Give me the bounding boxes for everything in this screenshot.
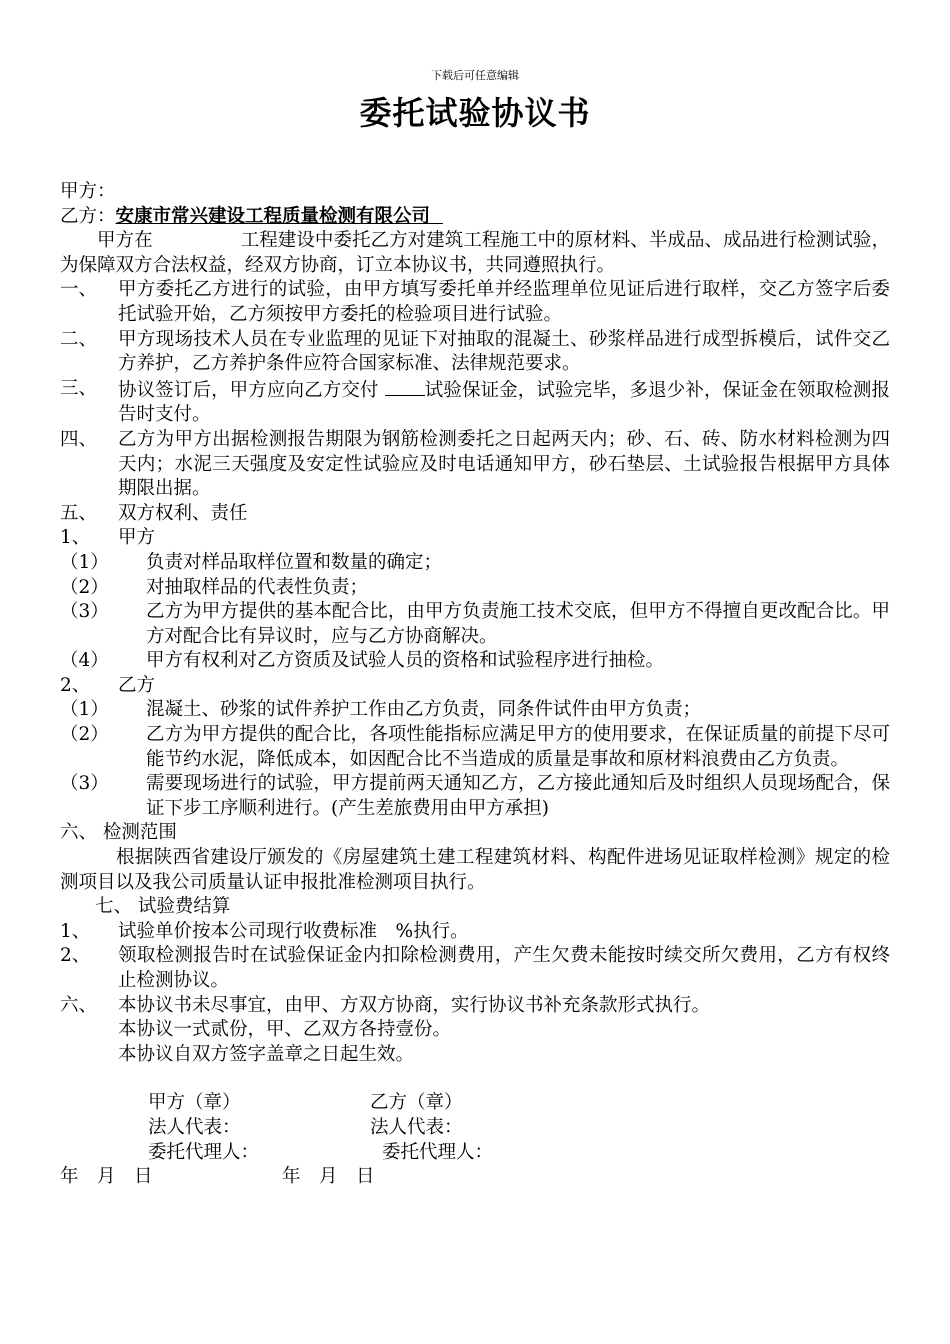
scope-paragraph: 根据陕西省建设厅颁发的《房屋建筑土建工程建筑材料、构配件进场见证取样检测》规定的检测项目以及我公司质量认证申报批准检测项目执行。	[60, 847, 890, 893]
party-a-line: 甲方：	[60, 181, 116, 202]
party-a-section-heading: 1、 甲方	[60, 527, 156, 549]
party-a-agent: 委托代理人：	[148, 1141, 260, 1163]
party-a-date: 年 月 日	[60, 1166, 153, 1188]
deposit-blank	[385, 377, 425, 396]
clause-4: 四、 乙方为甲方出据检测报告期限为钢筋检测委托之日起两天内；砂、石、砖、防水材料检测为四天内；水泥三天强度及安定性试验应及时电话通知甲方，砂石垫层、土试验报告根据甲方具体期限出据。	[60, 428, 890, 500]
signature-seal-row	[60, 1091, 890, 1116]
intro-text-start: 甲方在	[97, 230, 153, 252]
document-body	[60, 180, 890, 1190]
party-b-date: 年 月 日	[282, 1166, 375, 1188]
clause-5: 五、 双方权利、责任	[60, 502, 248, 524]
party-a-item-2: （2） 对抽取样品的代表性负责；	[60, 576, 369, 598]
party-b-seal: 乙方（章）	[370, 1092, 463, 1114]
clause-2: 二、 甲方现场技术人员在专业监理的见证下对抽取的混凝土、砂浆样品进行成型拆模后，试件交乙方养护，乙方养护条件应符合国家标准、法律规范要求。	[60, 328, 890, 375]
final-line-2: 本协议自双方签字盖章之日起生效。	[118, 1043, 415, 1065]
party-b-item-1: （1） 混凝土、砂浆的试件养护工作由乙方负责，同条件试件由甲方负责；	[60, 699, 702, 721]
party-b-item-3: （3） 需要现场进行的试验，甲方提前两天通知乙方，乙方接此通知后及时组织人员现场配合，保证下步工序顺利进行。(产生差旅费用由甲方承担)	[60, 773, 890, 819]
party-b-line	[60, 205, 890, 230]
final-clause: 六、 本协议书未尽事宜，由甲、方双方协商，实行协议书补充条款形式执行。	[60, 994, 711, 1016]
party-b-label: 乙方：	[60, 205, 116, 227]
clause-3: 三、 协议签订后，甲方应向乙方交付 试验保证金，试验完毕，多退少补，保证金在领取检测报告时支付。	[60, 377, 890, 426]
party-a-legal-rep: 法人代表：	[148, 1116, 241, 1138]
signature-agent-row	[60, 1141, 890, 1166]
intro-text-rest: 工程建设中委托乙方对建筑工程施工中的原材料、半成品、成品进行检测试验，为保障双方合法权益，经双方协商，订立本协议书，共同遵照执行。	[60, 230, 890, 276]
scope-heading: 六、 检测范围	[60, 822, 177, 844]
party-a-item-4: （4） 甲方有权利对乙方资质及试验人员的资格和试验程序进行抽检。	[60, 650, 665, 672]
header-note: 下载后可任意编辑	[431, 69, 519, 82]
fee-heading: 七、 试验费结算	[95, 896, 231, 918]
party-b-name: 安康市常兴建设工程质量检测有限公司	[115, 205, 431, 227]
final-line-1: 本协议一式贰份，甲、乙双方各持壹份。	[118, 1019, 452, 1041]
party-a-item-1: （1） 负责对样品取样位置和数量的确定；	[60, 551, 443, 573]
fee-item-2: 2、 领取检测报告时在试验保证金内扣除检测费用，产生欠费未能按时续交所欠费用，乙方有权终止检测协议。	[60, 945, 890, 991]
signature-date-row	[60, 1165, 890, 1190]
intro-paragraph	[60, 229, 890, 278]
party-b-agent: 委托代理人：	[382, 1141, 494, 1163]
party-b-item-2: （2） 乙方为甲方提供的配合比，各项性能指标应满足甲方的使用要求，在保证质量的前提下尽可能节约水泥，降低成本，如因配合比不当造成的质量是事故和原材料浪费由乙方负责。	[60, 724, 890, 770]
party-b-legal-rep: 法人代表：	[370, 1116, 463, 1138]
fee-item-1: 1、 试验单价按本公司现行收费标准 %执行。	[60, 920, 469, 942]
party-b-section-heading: 2、 乙方	[60, 674, 156, 696]
clause-1: 一、 甲方委托乙方进行的试验，由甲方填写委托单并经监理单位见证后进行取样，交乙方签字后委托试验开始，乙方须按甲方委托的检验项目进行试验。	[60, 279, 890, 325]
signature-rep-row	[60, 1116, 890, 1141]
document-title: 委托试验协议书	[359, 94, 591, 132]
party-a-item-3: （3） 乙方为甲方提供的基本配合比，由甲方负责施工技术交底，但甲方不得擅自更改配合比。甲方对配合比有异议时，应与乙方协商解决。	[60, 601, 890, 647]
party-a-seal: 甲方（章）	[148, 1092, 241, 1114]
